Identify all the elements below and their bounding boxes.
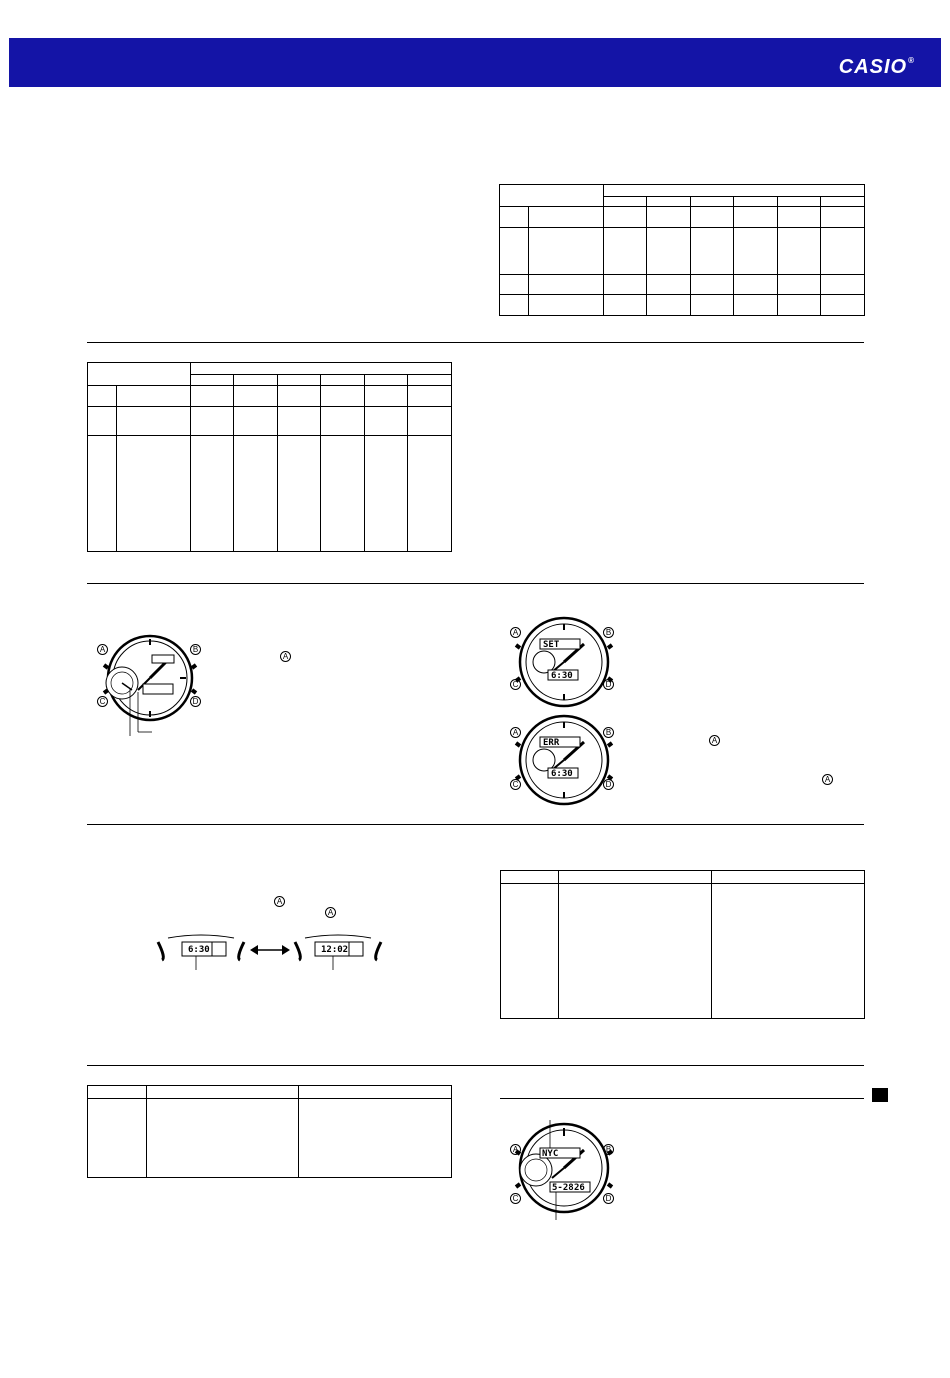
table-left-bottom xyxy=(87,1085,453,1179)
watch-illustration-err xyxy=(512,714,616,806)
button-d-icon: D xyxy=(603,779,614,790)
button-a-icon: A xyxy=(97,644,108,655)
section-divider-1 xyxy=(87,342,864,343)
button-a-icon: A xyxy=(510,627,521,638)
button-c-icon: C xyxy=(510,679,521,690)
swap-arrow-icon xyxy=(250,944,290,956)
watch-illustration-nyc xyxy=(512,1118,616,1222)
button-d-icon: D xyxy=(603,679,614,690)
digital-time-display: 6:30 xyxy=(551,769,573,779)
header-bar xyxy=(9,38,941,87)
table-top-right xyxy=(499,184,865,316)
button-a-inline-icon: A xyxy=(325,907,336,918)
table-right-middle xyxy=(500,870,866,1020)
table-left xyxy=(87,362,453,552)
button-c-icon: C xyxy=(510,1193,521,1204)
button-c-icon: C xyxy=(97,696,108,707)
watch-illustration-set xyxy=(512,616,616,708)
err-indicator: ERR xyxy=(543,738,560,748)
date-display-left: 5-28 xyxy=(552,1183,574,1193)
button-b-icon: B xyxy=(603,1144,614,1155)
alt-time-display: 12:02 xyxy=(321,945,349,955)
button-a-inline-icon: A xyxy=(709,735,720,746)
button-c-icon: C xyxy=(510,779,521,790)
button-b-icon: B xyxy=(190,644,201,655)
brand-name: CASIO xyxy=(838,56,908,78)
digital-time-display: 6:30 xyxy=(188,945,210,955)
section-divider-2 xyxy=(87,583,864,584)
button-b-icon: B xyxy=(603,627,614,638)
digital-time-display: 6:30 xyxy=(551,671,573,681)
button-a-inline-icon: A xyxy=(280,651,291,662)
button-d-icon: D xyxy=(190,696,201,707)
button-a-inline-icon: A xyxy=(274,896,285,907)
casio-logo xyxy=(839,56,915,79)
date-display-right: 26 xyxy=(574,1183,585,1193)
subsection-divider xyxy=(500,1098,864,1099)
language-tab-marker xyxy=(872,1088,888,1102)
button-d-icon: D xyxy=(603,1193,614,1204)
button-a-icon: A xyxy=(510,727,521,738)
watch-illustration-left xyxy=(94,628,206,738)
button-b-icon: B xyxy=(603,727,614,738)
section-divider-4 xyxy=(87,1065,864,1066)
button-a-icon: A xyxy=(510,1144,521,1155)
section-divider-3 xyxy=(87,824,864,825)
button-a-inline-icon: A xyxy=(822,774,833,785)
registered-mark: ® xyxy=(908,56,915,65)
city-code-display: NYC xyxy=(542,1149,559,1159)
set-indicator: SET xyxy=(543,640,560,650)
